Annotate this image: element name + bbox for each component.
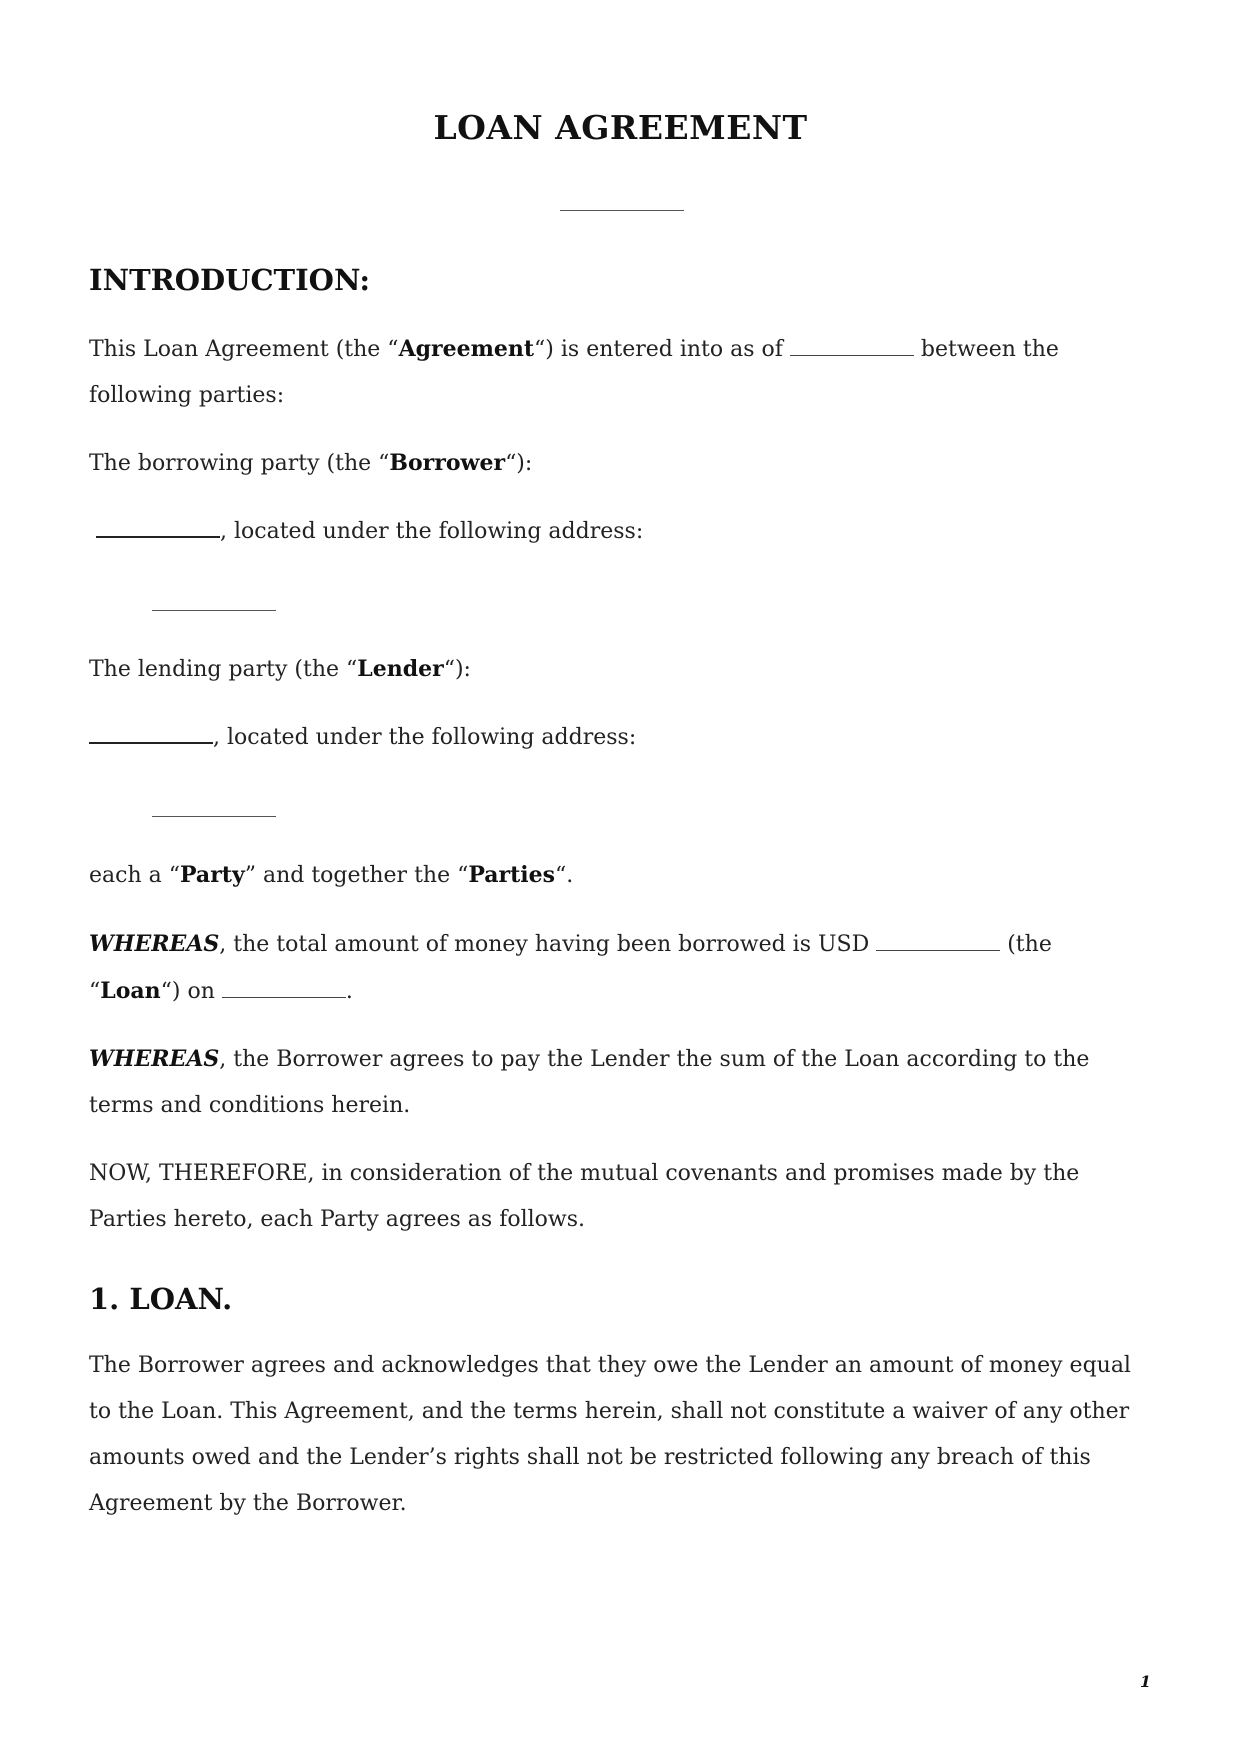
whereas-terms-paragraph: WHEREAS, the Borrower agrees to pay the Lender the sum of the Loan according to the terms and conditions herein. bbox=[89, 1046, 1090, 1118]
parties-term: Parties bbox=[468, 862, 556, 888]
whereas-term: WHEREAS bbox=[89, 931, 220, 957]
whereas-term: WHEREAS bbox=[89, 1046, 220, 1072]
party-term: Party bbox=[179, 862, 245, 888]
lender-term: Lender bbox=[357, 656, 444, 682]
lender-line: The lending party (the “Lender“): bbox=[89, 656, 471, 682]
now-therefore-paragraph: NOW, THEREFORE, in consideration of the mutual covenants and promises made by the Parties hereto, each Party agrees as follows. bbox=[89, 1161, 1080, 1232]
agreement-term: Agreement bbox=[398, 336, 535, 362]
parties-line: each a “Party” and together the “Parties“. bbox=[89, 862, 574, 888]
lender-name-line: , located under the following address: bbox=[89, 715, 1159, 761]
loan-term: Loan bbox=[100, 978, 161, 1004]
page-number: 1 bbox=[1139, 1672, 1151, 1691]
borrower-term: Borrower bbox=[389, 450, 506, 476]
loan-amount-blank bbox=[876, 930, 1000, 951]
borrower-name-blank bbox=[96, 516, 220, 538]
title-blank-line bbox=[560, 196, 684, 211]
whereas-loan-paragraph: WHEREAS, the total amount of money having been borrowed is USD (the “Loan“) on . bbox=[89, 931, 1052, 1004]
introduction-heading: INTRODUCTION: bbox=[89, 263, 371, 297]
date-blank bbox=[790, 335, 914, 356]
section-1-body: The Borrower agrees and acknowledges that they owe the Lender an amount of money equal to the Loan. This Agreement, and the terms herein, shall not constitute a waiver of any other amounts owed and the Lender’s rights shall not be restricted following any breach of this Agreement by the Borrower. bbox=[89, 1353, 1131, 1516]
document-title: LOAN AGREEMENT bbox=[433, 108, 808, 147]
intro-paragraph: This Loan Agreement (the “Agreement“) is entered into as of between the following parties: bbox=[89, 336, 1059, 408]
loan-date-blank bbox=[222, 977, 346, 998]
lender-address-blank bbox=[152, 802, 276, 817]
section-1-heading: 1. LOAN. bbox=[89, 1282, 233, 1316]
borrower-address-blank bbox=[152, 596, 276, 611]
borrower-name-line: , located under the following address: bbox=[89, 509, 1159, 555]
lender-name-blank bbox=[89, 722, 213, 744]
borrower-line: The borrowing party (the “Borrower“): bbox=[89, 450, 533, 476]
